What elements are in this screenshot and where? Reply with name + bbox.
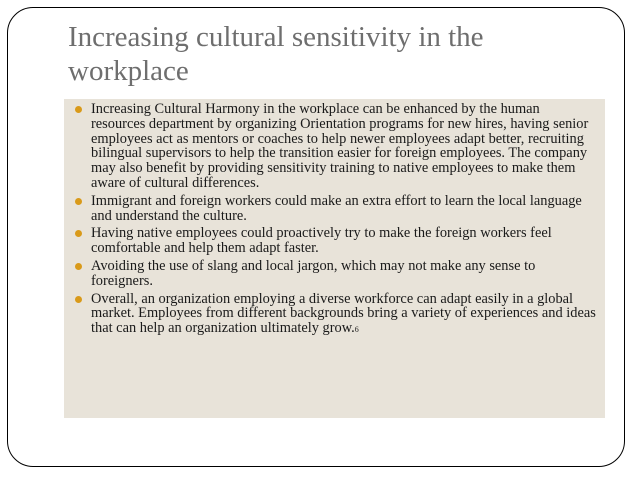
bullet-item: [74, 194, 597, 224]
bullet-item: [74, 259, 597, 289]
bullet-item: [74, 102, 597, 191]
footnote-marker: 6: [354, 325, 359, 335]
slide-title: Increasing cultural sensitivity in the workplace: [68, 21, 484, 87]
bullet-text: Immigrant and foreign workers could make an extra effort to learn the local language and understand the culture.: [91, 192, 582, 224]
bullet-item: [74, 226, 597, 256]
bullet-list: [74, 102, 597, 338]
bullet-text: Increasing Cultural Harmony in the workplace can be enhanced by the human resources department by organizing Orientation programs for new hires, having senior employees act as mentors or coaches to help newer employees adapt better, recruiting bilingual supervisors to help the transition easier for foreign employees. The company may also benefit by providing sensitivity training to native employees to make them aware of cultural differences.: [91, 101, 589, 191]
bullet-text: Having native employees could proactively try to make the foreign workers feel comfortable and help them adapt faster.: [91, 225, 552, 257]
bullet-text: Avoiding the use of slang and local jargon, which may not make any sense to foreigners.: [91, 257, 536, 289]
bullet-item: [74, 292, 597, 338]
bullet-icon: [75, 230, 82, 237]
bullet-icon: [75, 296, 82, 303]
bullet-icon: [75, 106, 82, 113]
bullet-icon: [75, 198, 82, 205]
content-box: [64, 99, 605, 418]
bullet-icon: [75, 263, 82, 270]
bullet-text: Overall, an organization employing a diverse workforce can adapt easily in a global market. Employees from different backgrounds bring a variety of experiences and ideas that can help an organization ultimately grow.: [91, 290, 596, 337]
